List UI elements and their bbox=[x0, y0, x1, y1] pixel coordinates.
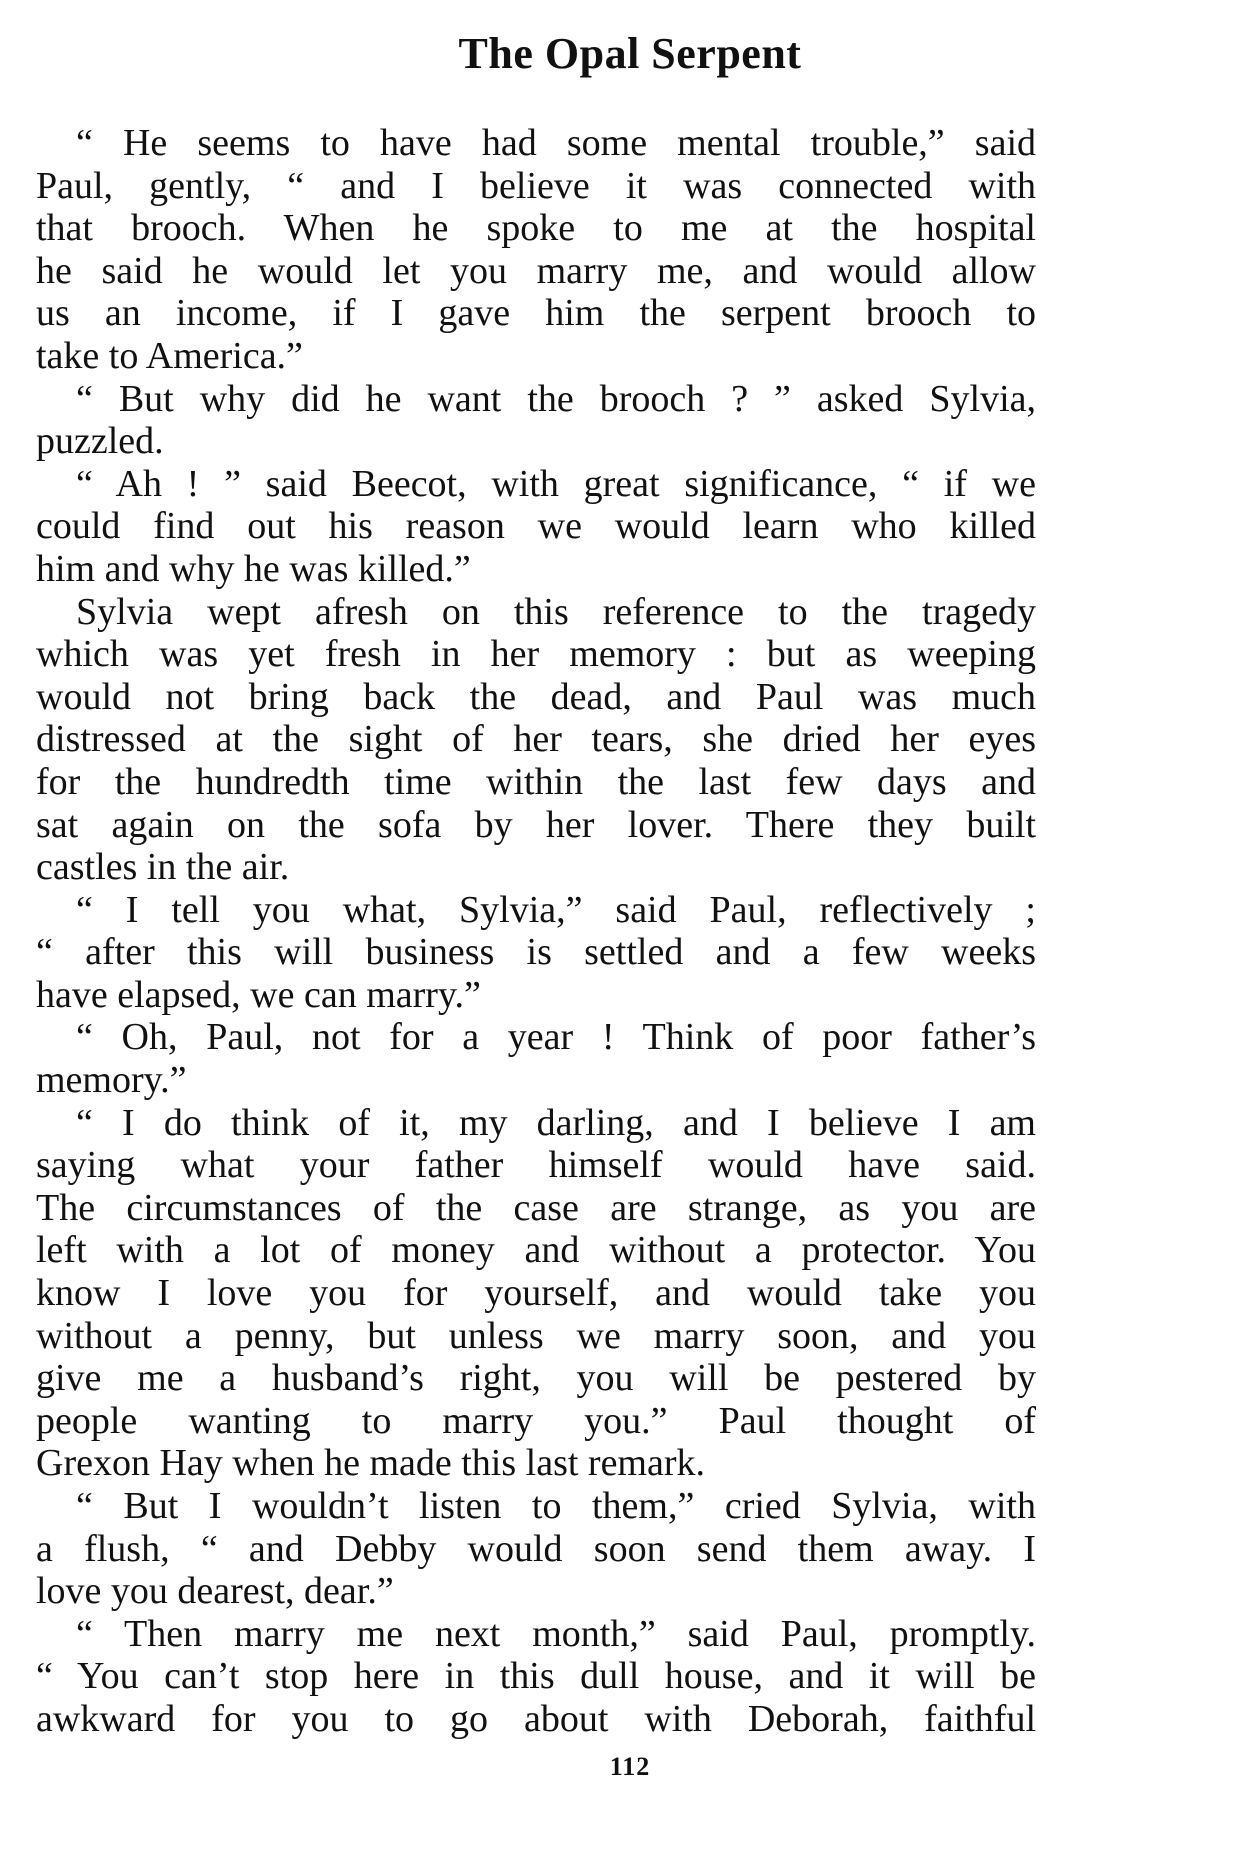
text-line: “ He seems to have had some mental trouble,” said bbox=[76, 122, 1036, 164]
text-line: Sylvia wept afresh on this reference to the tragedy bbox=[76, 590, 1036, 633]
text-line: Paul, gently, “ and I believe it was connected with bbox=[36, 164, 1036, 207]
text-line: left with a lot of money and without a protector. You bbox=[36, 1229, 1036, 1272]
text-line: “ Then marry me next month,” said Paul, promptly. bbox=[76, 1612, 1036, 1655]
text-line: saying what your father himself would have said. bbox=[36, 1144, 1036, 1187]
text-line: “ I tell you what, Sylvia,” said Paul, reflectively ; bbox=[76, 888, 1036, 931]
text-line: know I love you for yourself, and would take you bbox=[36, 1272, 1036, 1315]
text-line: people wanting to marry you.” Paul thought of bbox=[36, 1399, 1036, 1442]
text-line: without a penny, but unless we marry soon, and you bbox=[36, 1314, 1036, 1357]
text-line: love you dearest, dear.” bbox=[36, 1570, 394, 1613]
text-line: sat again on the sofa by her lover. There they built bbox=[36, 803, 1036, 846]
text-line: give me a husband’s right, you will be pestered by bbox=[36, 1357, 1036, 1400]
text-line: he said he would let you marry me, and would allow bbox=[36, 249, 1036, 292]
text-line: Grexon Hay when he made this last remark. bbox=[36, 1442, 706, 1485]
text-line: distressed at the sight of her tears, she dried her eyes bbox=[36, 718, 1036, 761]
text-line: us an income, if I gave him the serpent brooch to bbox=[36, 292, 1036, 335]
text-line: for the hundredth time within the last few days and bbox=[36, 760, 1036, 803]
text-line: awkward for you to go about with Deborah, faithful bbox=[36, 1697, 1036, 1740]
text-line: a flush, “ and Debby would soon send them away. I bbox=[36, 1527, 1036, 1570]
text-line: would not bring back the dead, and Paul was much bbox=[36, 675, 1036, 718]
text-line: “ But I wouldn’t listen to them,” cried Sylvia, with bbox=[76, 1485, 1036, 1527]
body-text bbox=[36, 122, 1036, 1741]
running-head-title: The Opal Serpent bbox=[458, 29, 802, 78]
page-number: 112 bbox=[609, 1752, 651, 1781]
text-line: memory.” bbox=[36, 1059, 187, 1102]
text-line: “ I do think of it, my darling, and I believe I am bbox=[76, 1101, 1036, 1144]
text-line: take to America.” bbox=[36, 334, 303, 377]
text-line: “ You can’t stop here in this dull house, and it will be bbox=[36, 1655, 1036, 1698]
text-line: could find out his reason we would learn who killed bbox=[36, 505, 1036, 548]
text-line: him and why he was killed.” bbox=[36, 547, 471, 590]
text-line: “ after this will business is settled and a few weeks bbox=[36, 931, 1036, 974]
text-line: “ Oh, Paul, not for a year ! Think of poor father’s bbox=[76, 1016, 1036, 1059]
text-line: puzzled. bbox=[36, 420, 164, 463]
text-line: The circumstances of the case are strange, as you are bbox=[36, 1186, 1036, 1229]
text-line: castles in the air. bbox=[36, 846, 290, 889]
text-line: that brooch. When he spoke to me at the hospital bbox=[36, 207, 1036, 250]
text-line: have elapsed, we can marry.” bbox=[36, 973, 481, 1016]
text-line: “ Ah ! ” said Beecot, with great significance, “ if we bbox=[76, 462, 1036, 505]
text-line: “ But why did he want the brooch ? ” asked Sylvia, bbox=[76, 377, 1036, 420]
text-line: which was yet fresh in her memory : but as weeping bbox=[36, 633, 1036, 676]
